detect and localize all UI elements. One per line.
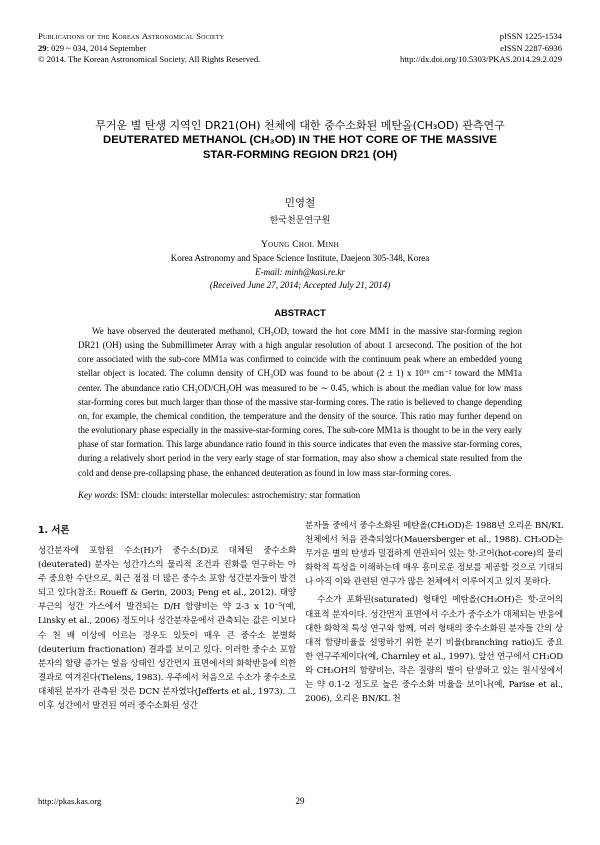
body-paragraph: 분자들 중에서 중수소화된 메탄올(CH₃OD)은 1988년 오리온 BN/KL 천체에서 처음 관측되었다(Mauersberger et al., 1988). CH₃OD는 무거운 별의 탄생과 밀접하게 연관되어 있는 핫-코어(hot-core)의 물리 화학적 특성을 이해하는데 매우 흥미로운 정보를 제공할 것으로 기대되나 아직 이와 관련된 연구가 많은 천체에서 이루어지고 있지 못하다.: [305, 521, 563, 588]
author-block: [40, 196, 560, 293]
eissn: eISSN 2287-6936: [500, 42, 562, 53]
body-left-column: 성간분자에 포함된 수소(H)가 중수소(D)로 대체된 중수소화(deuterated) 분자는 성간가스의 물리적 조건과 진화를 연구하는 아주 중요한 수단으로, 최근 점점 더 많은 중수소 포함 성간분자들이 발견되고 있다(참조: Roueff & Gerin, 2003; Peng et al., 2012). 태양 부근의 성간 가스에서 발견되는 D/H 함량비는 약 2-3 x 10⁻⁵(예, Linsky et al., 2006) 정도이나 성간분자운에서 관측되는 값은 이보다 수 천 배 이상에 이르는 경우도 있듯이 매우 큰 중수소 분별화(deuterium fractionation) 결과를 보이고 있다. 이러한 중수소 포함 분자의 함량 증가는 얼음 상태인 성간먼지 표면에서의 화학반응에 의한 결과로 여겨진다(Tielens, 1983). 우주에서 처음으로 수소가 중수소로 대체된 분자가 관측된 것은 DCN 분자였다(Jefferts et al., 1973). 그 이후 성간에서 발견된 여러 중수소화된 성간: [38, 546, 296, 712]
author-email[interactable]: E-mail: minh@kasi.re.kr: [255, 266, 345, 277]
journal-name: Publications of the Korean Astronomical Society: [38, 31, 225, 41]
author-name-korean: 민영철: [284, 197, 316, 209]
volume-number: 29: [38, 42, 47, 53]
page-range: : 029 ~ 034, 2014 September: [46, 42, 147, 53]
doi-link[interactable]: http://dx.doi.org/10.5303/PKAS.2014.29.2.029: [400, 54, 562, 65]
page-number: 29: [295, 796, 305, 806]
received-dates: (Received June 27, 2014; Accepted July 21, 2014): [209, 280, 391, 290]
author-name-english: Young Chol Minh: [261, 240, 339, 250]
pissn: pISSN 1225-1534: [499, 31, 562, 41]
body-right-column: [305, 519, 563, 706]
title-korean: 무거운 별 탄생 지역인 DR21(OH) 천체에 대한 중수소화된 메탄올(CH₃OD) 관측연구: [95, 119, 505, 132]
title-english-line1: DEUTERATED METHANOL (CH₃OD) IN THE HOT CORE OF THE MASSIVE: [103, 134, 497, 146]
keywords-label: Key words: [78, 490, 116, 500]
author-affiliation: Korea Astronomy and Space Science Institute, Daejeon 305-348, Korea: [170, 253, 430, 263]
copyright-line: © 2014. The Korean Astronomical Society. All Rights Reserved.: [38, 54, 261, 65]
issn-block: [302, 31, 562, 66]
title-block: [40, 118, 560, 162]
keywords: [78, 489, 522, 502]
abstract-heading: ABSTRACT: [274, 307, 326, 318]
institution-korean: 한국천문연구원: [269, 216, 331, 226]
section-heading-introduction: 1. 서론: [38, 525, 70, 536]
body-paragraph: 수소가 포화된(saturated) 형태인 메탄올(CH₃OH)은 핫-코어의 대표적 분자이다. 성간먼지 표면에서 수소가 중수소가 대체되는 반응에 대한 화학적 특성 연구와 함께, 여러 형태의 중수소화된 분자들 간의 상대적 함량비율을 설명하기 위한 분기 비율(branching ratio)도 중요한 연구주제이다(예, Charnley et al., 1997). 앞선 연구에서 CH₃OD와 CH₃OH의 함량비는, 작은 질량의 별이 탄생하고 있는 원시성에서는 약 0.1-2 정도로 높은 중수소화 비율을 보이나(예, Parise et al., 2006), 오리온 BN/KL 천: [305, 595, 563, 705]
footer-url[interactable]: http://pkas.kas.org: [38, 796, 102, 806]
keywords-text: : ISM: clouds: interstellar molecules: astrochemistry: star formation: [115, 490, 361, 500]
title-english-line2: STAR-FORMING REGION DR21 (OH): [202, 148, 398, 161]
abstract-text: We have observed the deuterated methanol, CH₃OD, toward the hot core MM1 in the massive star-forming region DR21 (OH) using the Submillimeter Array with a high angular resolution of about 1 arcsecond. The position of the hot core associated with the sub-core MM1a was confirmed to coincide with the continuum peak where an embedded young stellar object is located. The column density of CH₃OD was found to be about (2 ± 1) x 10¹⁶ cm⁻² toward the MM1a center. The abundance ratio CH₃OD/CH₃OH was measured to be ∼ 0.45, which is about the median value for low mass star-forming cores but much larger than those of the massive star-forming cores. The ratio is believed to change depending on, for example, the chemical condition, the temperature and the density of the source. This ratio may further depend on the evolutionary phase especially in the massive-star-forming cores. The sub-core MM1a is thought to be in the very early phase of star formation. This large abundance ratio found in this source indicates that even the massive star-forming cores, during a relatively short period in the very early stage of star formation, may also show a chemical state resulted from the cold and dense pre-collapsing phase, the enhanced deuteration as found in low mass star-forming cores.: [78, 326, 522, 478]
